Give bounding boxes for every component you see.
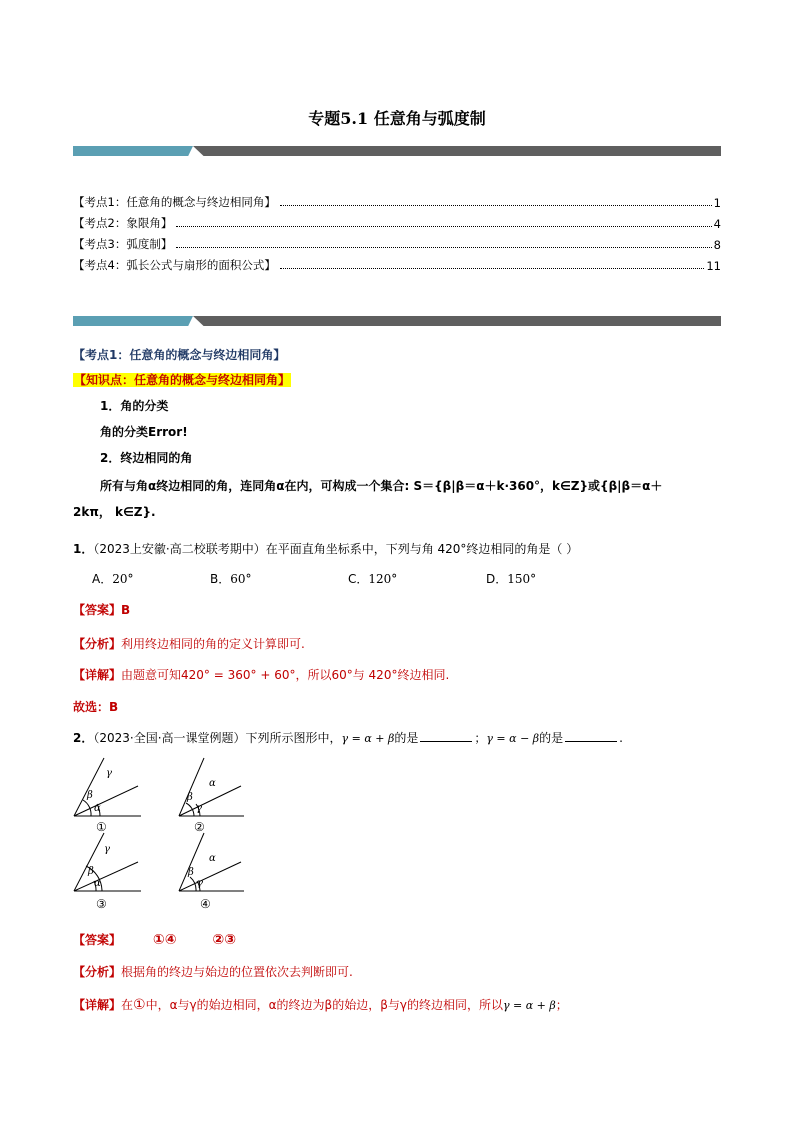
figure-3 (74, 833, 141, 891)
toc-entry[interactable] (73, 189, 721, 210)
toc-label: 【考点2：象限角】 (73, 216, 173, 230)
svg-text:β: β (87, 790, 93, 801)
figure-1 (74, 758, 141, 816)
q2-analysis: 【分析】根据角的终边与始边的位置依次去判断即可. (73, 965, 353, 979)
svg-text:γ: γ (106, 768, 112, 779)
figure-label: ① (96, 820, 107, 834)
angle-figures (66, 756, 256, 916)
q2-answer: 【答案】 ①④ ②③ (73, 932, 237, 948)
q1-option-d[interactable]: D．150° (486, 572, 537, 586)
svg-text:α: α (94, 803, 101, 814)
answer-label: 【答案】 (73, 603, 122, 617)
answer-value: ②③ (212, 932, 237, 948)
q1-choose: 故选：B (73, 700, 119, 714)
q1-analysis: 【分析】利用终边相同的角的定义计算即可. (73, 637, 305, 651)
title-divider (73, 146, 721, 156)
k2-title: 2．终边相同的角 (100, 451, 193, 465)
answer-blank[interactable] (420, 741, 472, 742)
toc-label: 【考点1：任意角的概念与终边相同角】 (73, 195, 276, 209)
knowledge-label: 【知识点：任意角的概念与终边相同角】 (74, 373, 291, 387)
svg-text:γ: γ (197, 878, 203, 889)
k2-body-line2: 2kπ， k∈Z}. (73, 505, 156, 519)
toc-label: 【考点3：弧度制】 (73, 237, 173, 251)
k1-body: 角的分类Error! (100, 425, 188, 439)
q2-detail: 【详解】在①中，α与γ的始边相同，α的终边为β的始边，β与γ的终边相同，所以γ = α + β； (73, 997, 568, 1013)
q1-stem (73, 540, 723, 557)
q1-option-a[interactable]: A．20° (92, 572, 134, 586)
toc-page: 11 (706, 259, 721, 273)
toc-entry[interactable] (73, 210, 721, 231)
toc-label: 【考点4：弧长公式与扇形的面积公式】 (73, 258, 276, 272)
svg-text:α: α (209, 778, 216, 789)
q1-number: 1． (73, 542, 94, 556)
answer-value: B (121, 603, 131, 617)
svg-text:β: β (187, 792, 193, 803)
toc-page: 4 (713, 217, 721, 231)
q2-stem: 2．（2023·全国·高一课堂例题）下列所示图形中，γ = α + β的是 ；γ = α − β的是 . (73, 731, 623, 745)
answer-blank[interactable] (565, 741, 617, 742)
toc-entry[interactable] (73, 252, 721, 273)
svg-text:γ: γ (196, 803, 202, 814)
figure-label: ④ (200, 897, 211, 911)
q1-option-b[interactable]: B．60° (210, 572, 252, 586)
svg-text:γ: γ (104, 844, 110, 855)
svg-text:α: α (94, 878, 101, 889)
q1-stem-text: （2023上安徽·高二校联考期中）在平面直角坐标系中，下列与角 420°终边相同的角是（ ） (93, 542, 579, 556)
q1-option-c[interactable]: C．120° (348, 572, 398, 586)
section-divider (73, 316, 721, 326)
svg-text:α: α (209, 853, 216, 864)
q1-detail: 【详解】由题意可知420° = 360° + 60°，所以60°与 420°终边相同. (73, 668, 450, 682)
knowledge-point (73, 371, 723, 388)
answer-value: ①④ (152, 932, 177, 948)
toc-page: 8 (713, 238, 721, 252)
k1-title: 1．角的分类 (100, 399, 169, 413)
toc-entry[interactable] (73, 231, 721, 252)
figure-label: ③ (96, 897, 107, 911)
svg-text:β: β (88, 866, 94, 877)
table-of-contents (73, 189, 721, 273)
svg-text:β: β (188, 867, 194, 878)
section-heading: 【考点1：任意角的概念与终边相同角】 (73, 348, 286, 362)
q1-answer (73, 601, 723, 618)
k2-body-line1: 所有与角α终边相同的角，连同角α在内，可构成一个集合: S＝{β|β＝α＋k·360°，k∈Z}或{β|β＝α＋ (100, 479, 663, 493)
page-title: 专题5.1 任意角与弧度制 (308, 109, 486, 128)
figure-label: ② (194, 820, 205, 834)
toc-page: 1 (713, 196, 721, 210)
